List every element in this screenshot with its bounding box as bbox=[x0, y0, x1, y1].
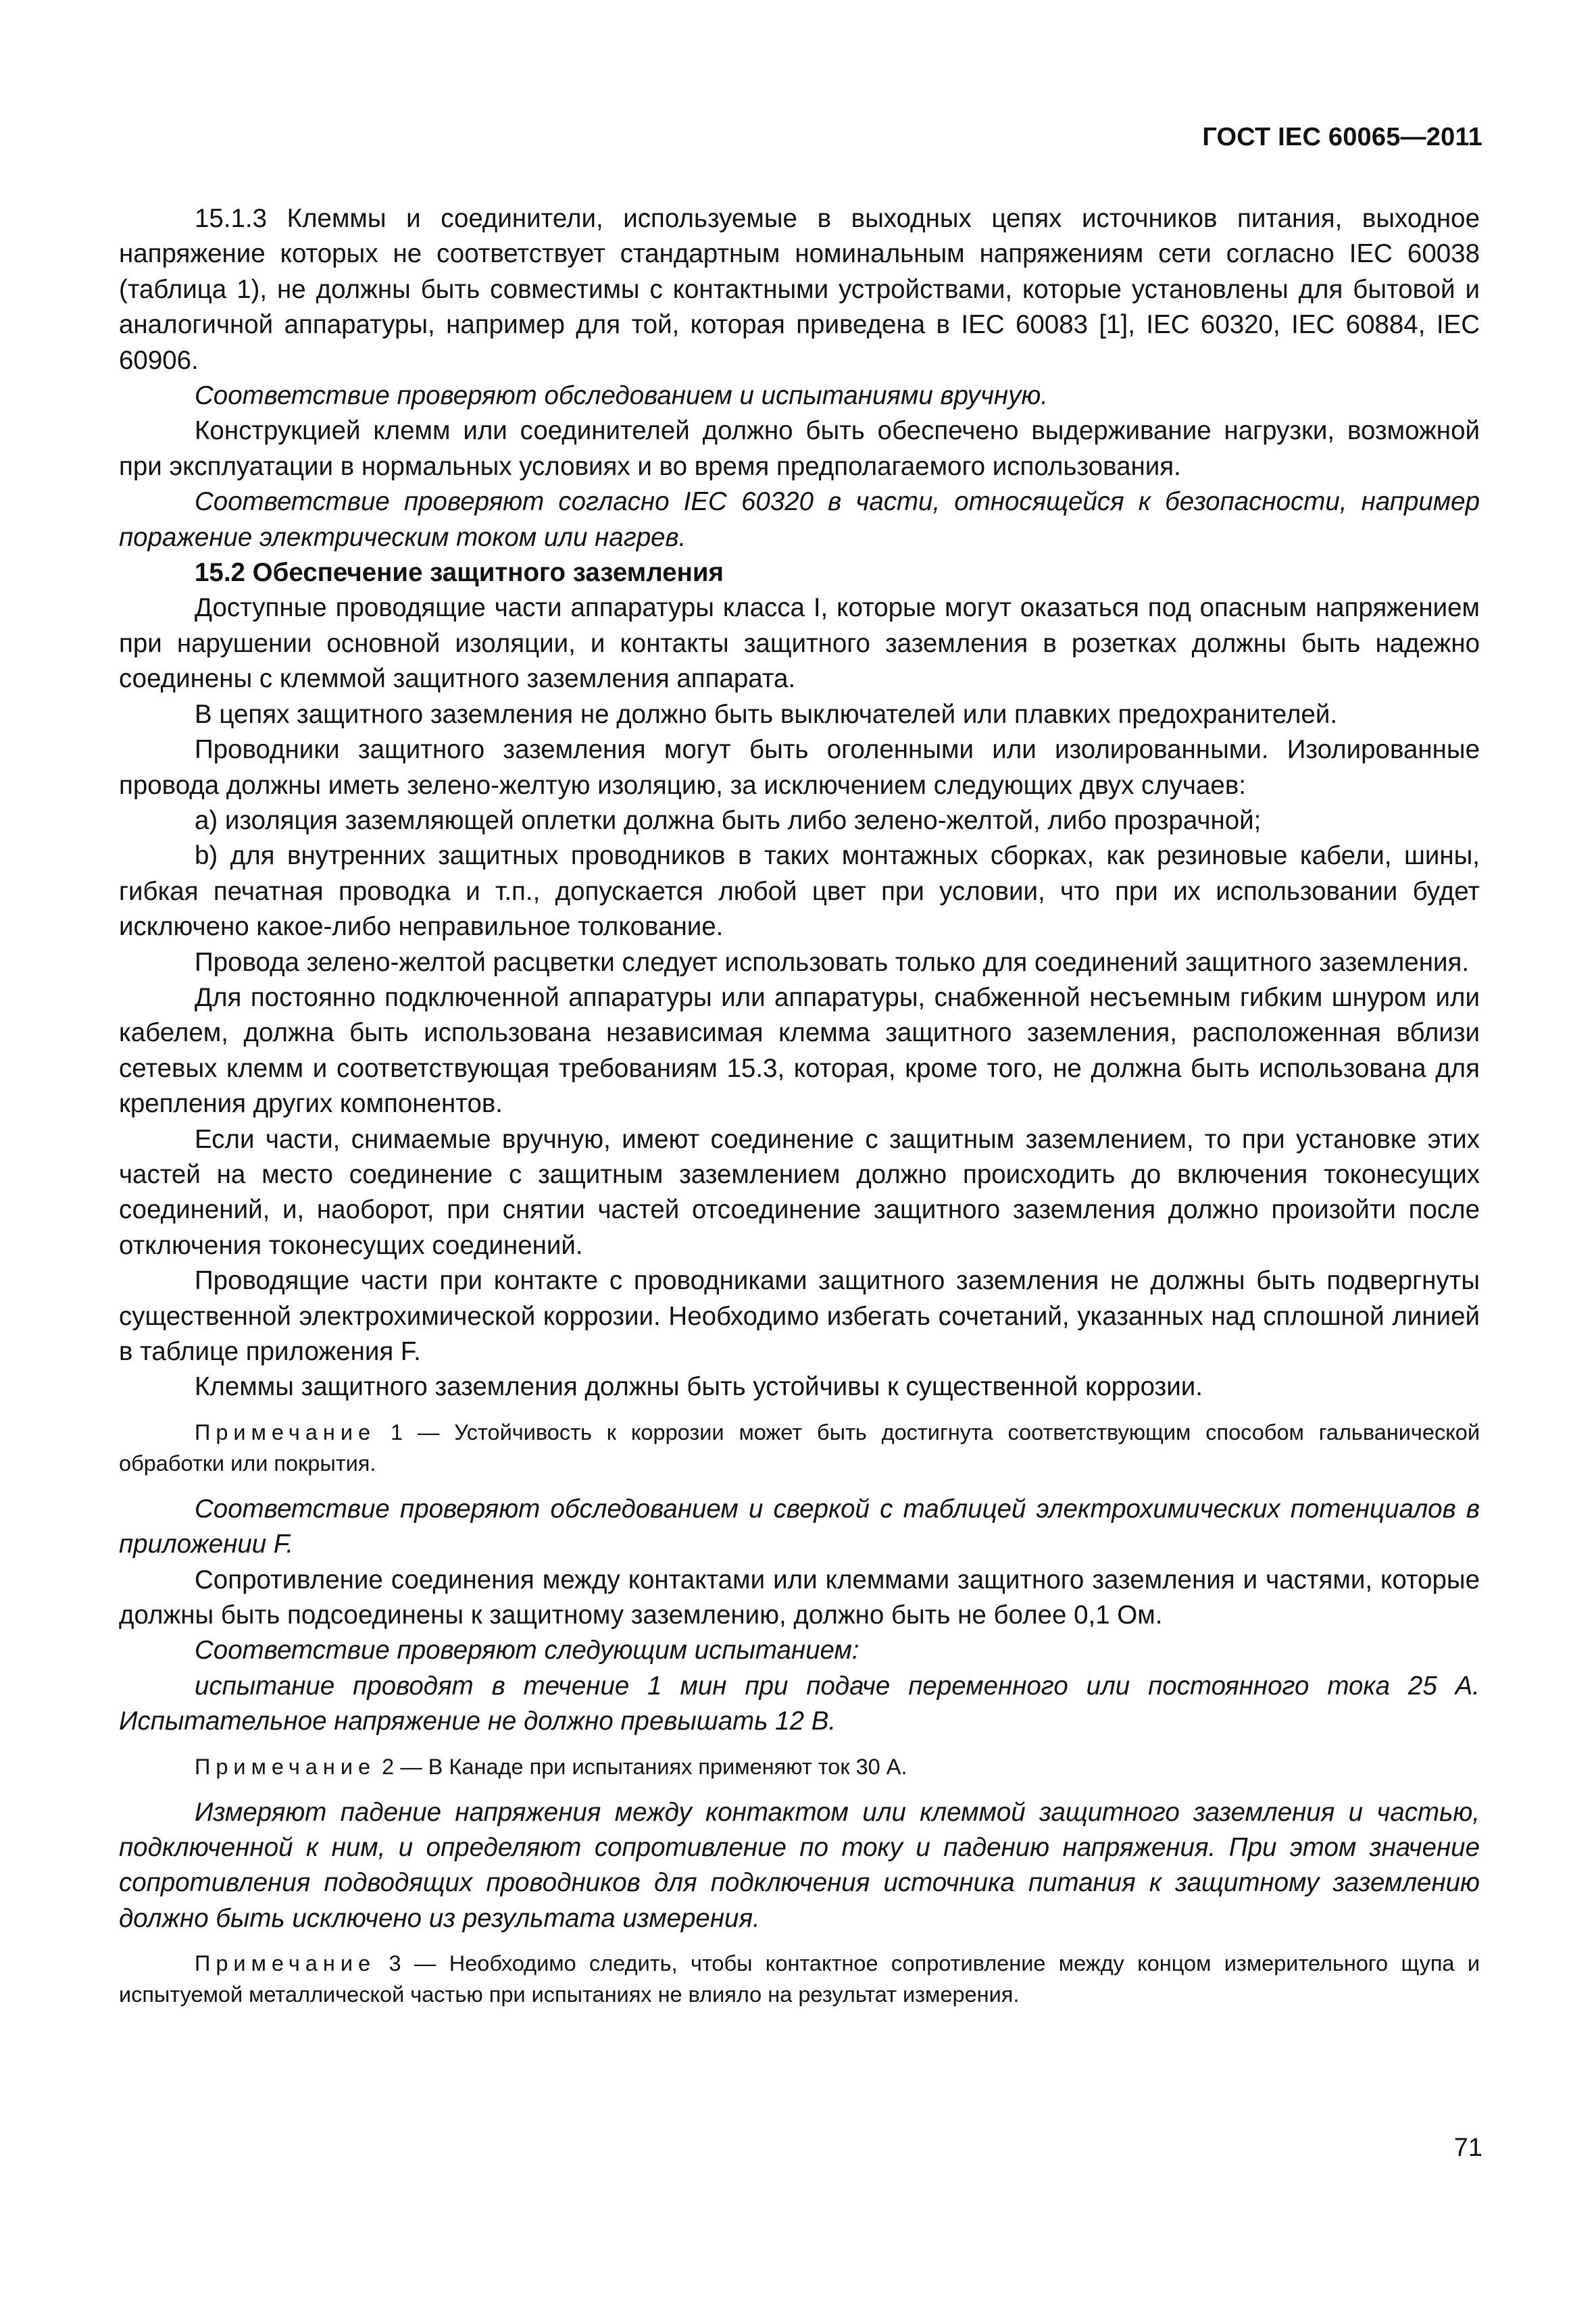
paragraph-permanent-connection: Для постоянно подключенной аппаратуры или аппаратуры, снабженной несъемным гибким шнуром или кабелем, должна быть использована независимая клемма защитного заземления, расположенная вблизи сетевых клемм и соответствующая требованиям 15.3, которая, кроме того, не должна быть использована для крепления других компонентов. bbox=[119, 982, 1480, 1119]
paragraph-accessible-parts: Доступные проводящие части аппаратуры класса I, которые могут оказаться под опасным напряжением при нарушении основной изоляции, и контакты защитного заземления в розетках должны быть надежно соединены с клеммой защитного заземления аппарата. bbox=[119, 593, 1480, 694]
compliance-check-4: Соответствие проверяют следующим испытанием: bbox=[195, 1636, 859, 1665]
paragraph-no-switches: В цепях защитного заземления не должно быть выключателей или плавких предохранителей. bbox=[195, 699, 1338, 729]
paragraph-green-yellow: Провода зелено-желтой расцветки следует использовать только для соединений защитного заземления. bbox=[195, 947, 1470, 977]
paragraph-removable-parts: Если части, снимаемые вручную, имеют соединение с защитным заземлением, то при установке этих частей на место соединение с защитным заземлением должно происходить до включения токонесущих соединений, и, наоборот, при снятии частей отсоединение защитного заземления должно произойти после отключения токонесущих соединений. bbox=[119, 1124, 1480, 1260]
note-1 bbox=[119, 1417, 1480, 1479]
page-number: 71 bbox=[1453, 2134, 1482, 2162]
compliance-check-3: Соответствие проверяют обследованием и сверкой с таблицей электрохимических потенциалов в приложении F. bbox=[119, 1494, 1480, 1559]
list-item-a: a) изоляция заземляющей оплетки должна быть либо зелено-желтой, либо прозрачной; bbox=[195, 805, 1262, 835]
test-procedure: испытание проводят в течение 1 мин при подаче переменного или постоянного тока 25 А. Испытательное напряжение не должно превышать 12 В. bbox=[119, 1671, 1480, 1736]
measurement-procedure: Измеряют падение напряжения между контактом или клеммой защитного заземления и частью, подключенной к ним, и определяют сопротивление по току и падению напряжения. При этом значение сопротивления подводящих проводников для подключения источника питания к защитному заземлению должно быть исключено из результата измерения. bbox=[119, 1797, 1480, 1933]
note-text: 3 — Необходимо следить, чтобы контактное сопротивление между концом измерительного щупа и испытуемой металлической частью при испытаниях не влияло на результат измерения. bbox=[119, 1951, 1480, 2007]
section-heading-15-2: 15.2 Обеспечение защитного заземления bbox=[195, 558, 724, 588]
note-label: Примечание bbox=[195, 1951, 376, 1976]
paragraph-terminals-corrosion: Клеммы защитного заземления должны быть устойчивы к существенной коррозии. bbox=[195, 1372, 1203, 1402]
compliance-check-1: Соответствие проверяют обследованием и испытаниями вручную. bbox=[195, 381, 1048, 411]
paragraph-load: Конструкцией клемм или соединителей должно быть обеспечено выдерживание нагрузки, возможной при эксплуатации в нормальных условиях и во время предполагаемого использования. bbox=[119, 416, 1480, 481]
note-text: 2 — В Канаде при испытаниях применяют ток 30 А. bbox=[382, 1754, 907, 1779]
note-label: Примечание bbox=[195, 1419, 376, 1444]
paragraph-resistance: Сопротивление соединения между контактами или клеммами защитного заземления и частями, которые должны быть подсоединены к защитному заземлению, должно быть не более 0,1 Ом. bbox=[119, 1565, 1480, 1630]
paragraph-conductors: Проводники защитного заземления могут быть оголенными или изолированными. Изолированные провода должны иметь зелено-желтую изоляцию, за исключением следующих двух случаев: bbox=[119, 735, 1480, 800]
note-label: Примечание bbox=[195, 1754, 376, 1779]
note-3 bbox=[119, 1948, 1480, 2010]
compliance-check-2: Соответствие проверяют согласно IEC 60320 в части, относящейся к безопасности, например поражение электрическим током или нагрев. bbox=[119, 487, 1480, 552]
document-header: ГОСТ IEC 60065—2011 bbox=[1202, 123, 1482, 151]
paragraph-corrosion: Проводящие части при контакте с проводниками защитного заземления не должны быть подвергнуты существенной электрохимической коррозии. Необходимо избегать сочетаний, указанных над сплошной линией в таблице приложения F. bbox=[119, 1266, 1480, 1366]
note-2 bbox=[119, 1751, 1480, 1782]
note-text: 1 — Устойчивость к коррозии может быть достигнута соответствующим способом гальванической обработки или покрытия. bbox=[119, 1419, 1480, 1476]
document-body bbox=[119, 201, 1480, 2023]
list-item-b: b) для внутренних защитных проводников в таких монтажных сборках, как резиновые кабели, шины, гибкая печатная проводка и т.п., допускается любой цвет при условии, что при их использовании будет исключено какое-либо неправильное толкование. bbox=[119, 841, 1480, 942]
paragraph-15-1-3: 15.1.3 Клеммы и соединители, используемые в выходных цепях источников питания, выходное напряжение которых не соответствует стандартным номинальным напряжениям сети согласно IEC 60038 (таблица 1), не должны быть совместимы с контактными устройствами, которые установлены для бытовой и аналогичной аппаратуры, например для той, которая приведена в IEC 60083 [1], IEC 60320, IEC 60884, IEC 60906. bbox=[119, 204, 1480, 375]
